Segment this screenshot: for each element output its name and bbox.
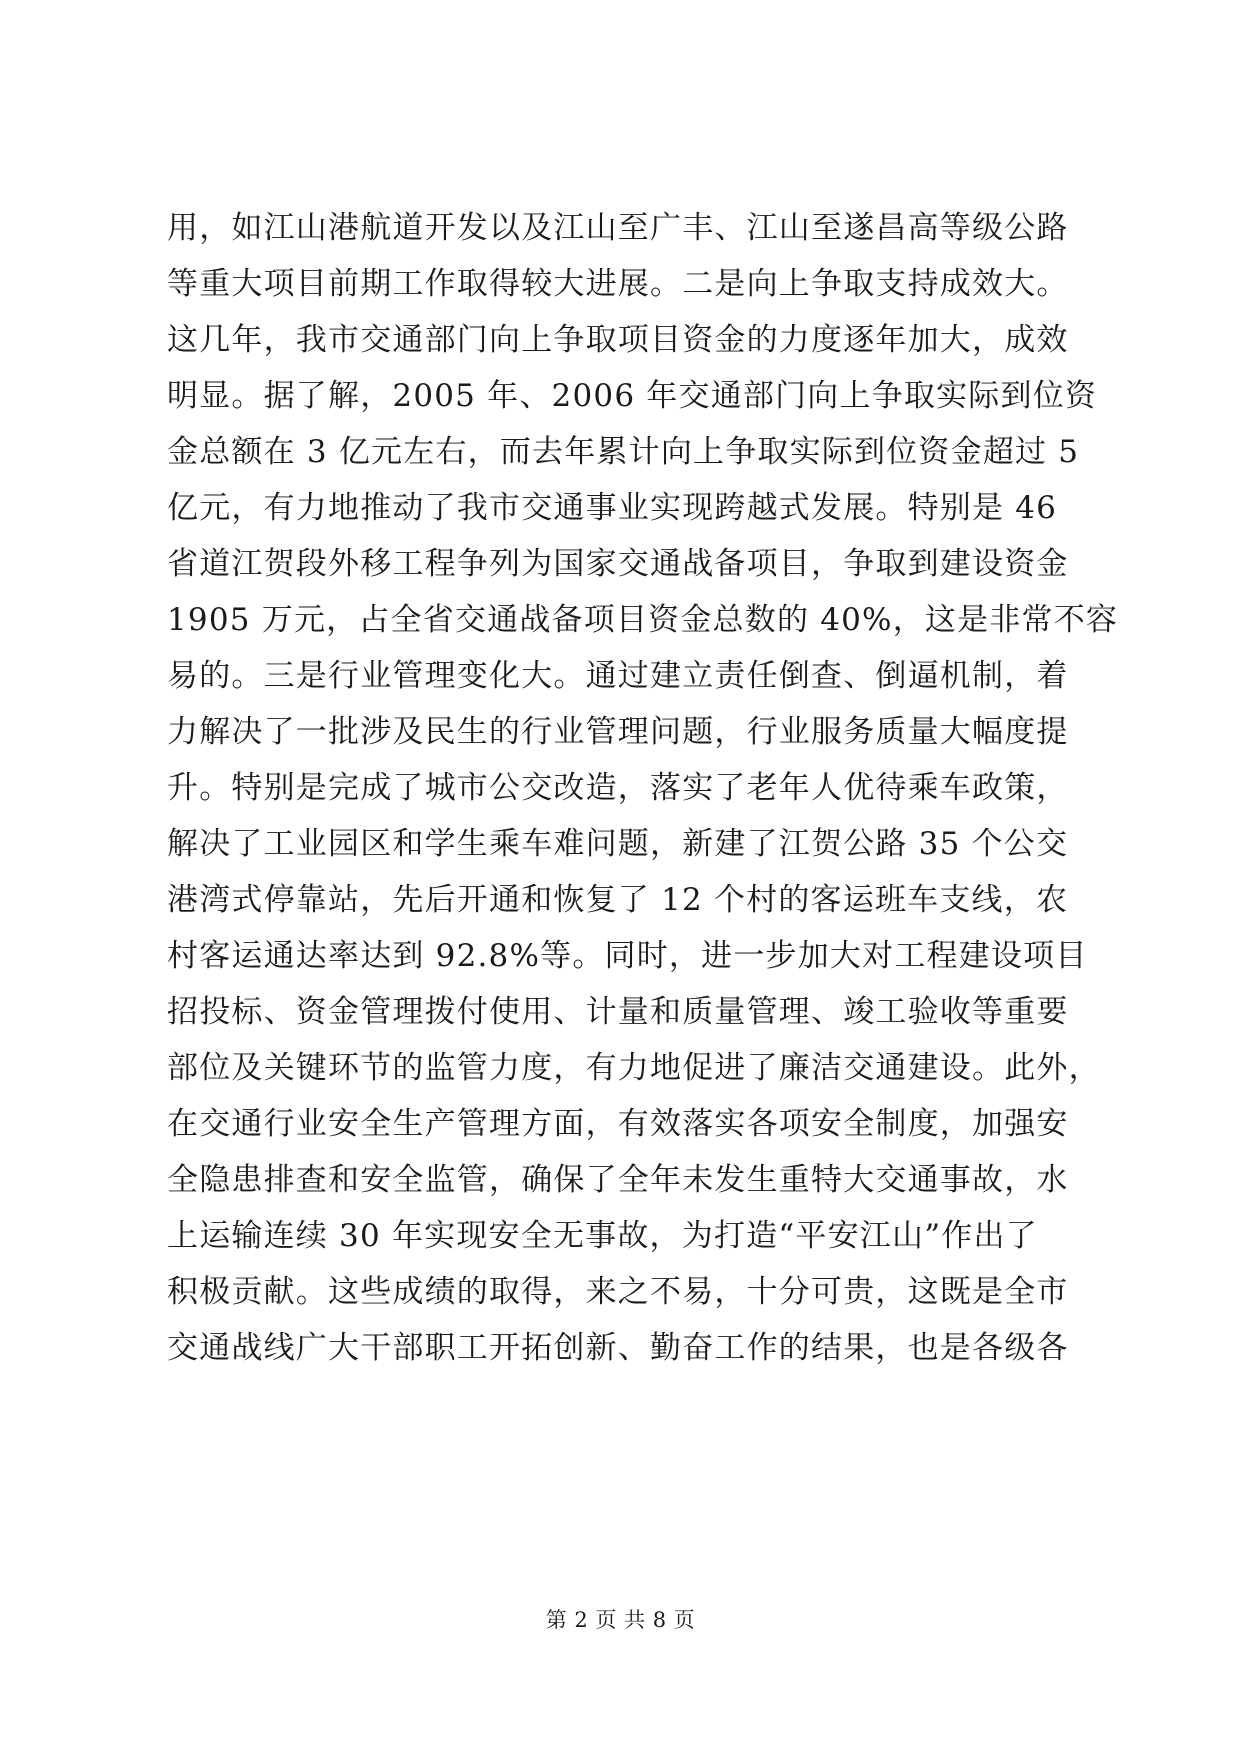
text-line: 用，如江山港航道开发以及江山至广丰、江山至遂昌高等级公路 [167, 210, 1069, 246]
text-line: 全隐患排查和安全监管，确保了全年未发生重特大交通事故，水 [167, 1162, 1069, 1198]
text-line: 在交通行业安全生产管理方面，有效落实各项安全制度，加强安 [167, 1106, 1069, 1142]
text-line: 升。特别是完成了城市公交改造，落实了老年人优待乘车政策， [167, 770, 1069, 806]
text-line: 积极贡献。这些成绩的取得，来之不易，十分可贵，这既是全市 [167, 1274, 1069, 1310]
text-line: 解决了工业园区和学生乘车难问题，新建了江贺公路 35 个公交 [167, 826, 1069, 862]
body-text [167, 200, 1119, 1376]
text-line: 这几年，我市交通部门向上争取项目资金的力度逐年加大，成效 [167, 322, 1069, 358]
text-line: 招投标、资金管理拨付使用、计量和质量管理、竣工验收等重要 [167, 994, 1069, 1030]
text-line: 省道江贺段外移工程争列为国家交通战备项目，争取到建设资金 [167, 546, 1069, 582]
text-line: 力解决了一批涉及民生的行业管理问题，行业服务质量大幅度提 [167, 714, 1069, 750]
text-line: 部位及关键环节的监管力度，有力地促进了廉洁交通建设。此外， [167, 1050, 1101, 1086]
text-line: 等重大项目前期工作取得较大进展。二是向上争取支持成效大。 [167, 266, 1069, 302]
text-line: 交通战线广大干部职工开拓创新、勤奋工作的结果，也是各级各 [167, 1330, 1069, 1366]
text-line: 亿元，有力地推动了我市交通事业实现跨越式发展。特别是 46 [167, 490, 1058, 526]
text-line: 明显。据了解，2005 年、2006 年交通部门向上争取实际到位资 [167, 378, 1098, 414]
text-line: 1905 万元，占全省交通战备项目资金总数的 40%，这是非常不容 [167, 602, 1119, 638]
text-line: 易的。三是行业管理变化大。通过建立责任倒查、倒逼机制，着 [167, 658, 1069, 694]
text-line: 村客运通达率达到 92.8%等。同时，进一步加大对工程建设项目 [167, 938, 1088, 974]
text-line: 上运输连续 30 年实现安全无事故，为打造“平安江山”作出了 [167, 1218, 1038, 1254]
text-line: 金总额在 3 亿元左右，而去年累计向上争取实际到位资金超过 5 [167, 434, 1080, 470]
page-number-footer: 第 2 页 共 8 页 [545, 1608, 696, 1632]
text-line: 港湾式停靠站，先后开通和恢复了 12 个村的客运班车支线，农 [167, 882, 1069, 918]
